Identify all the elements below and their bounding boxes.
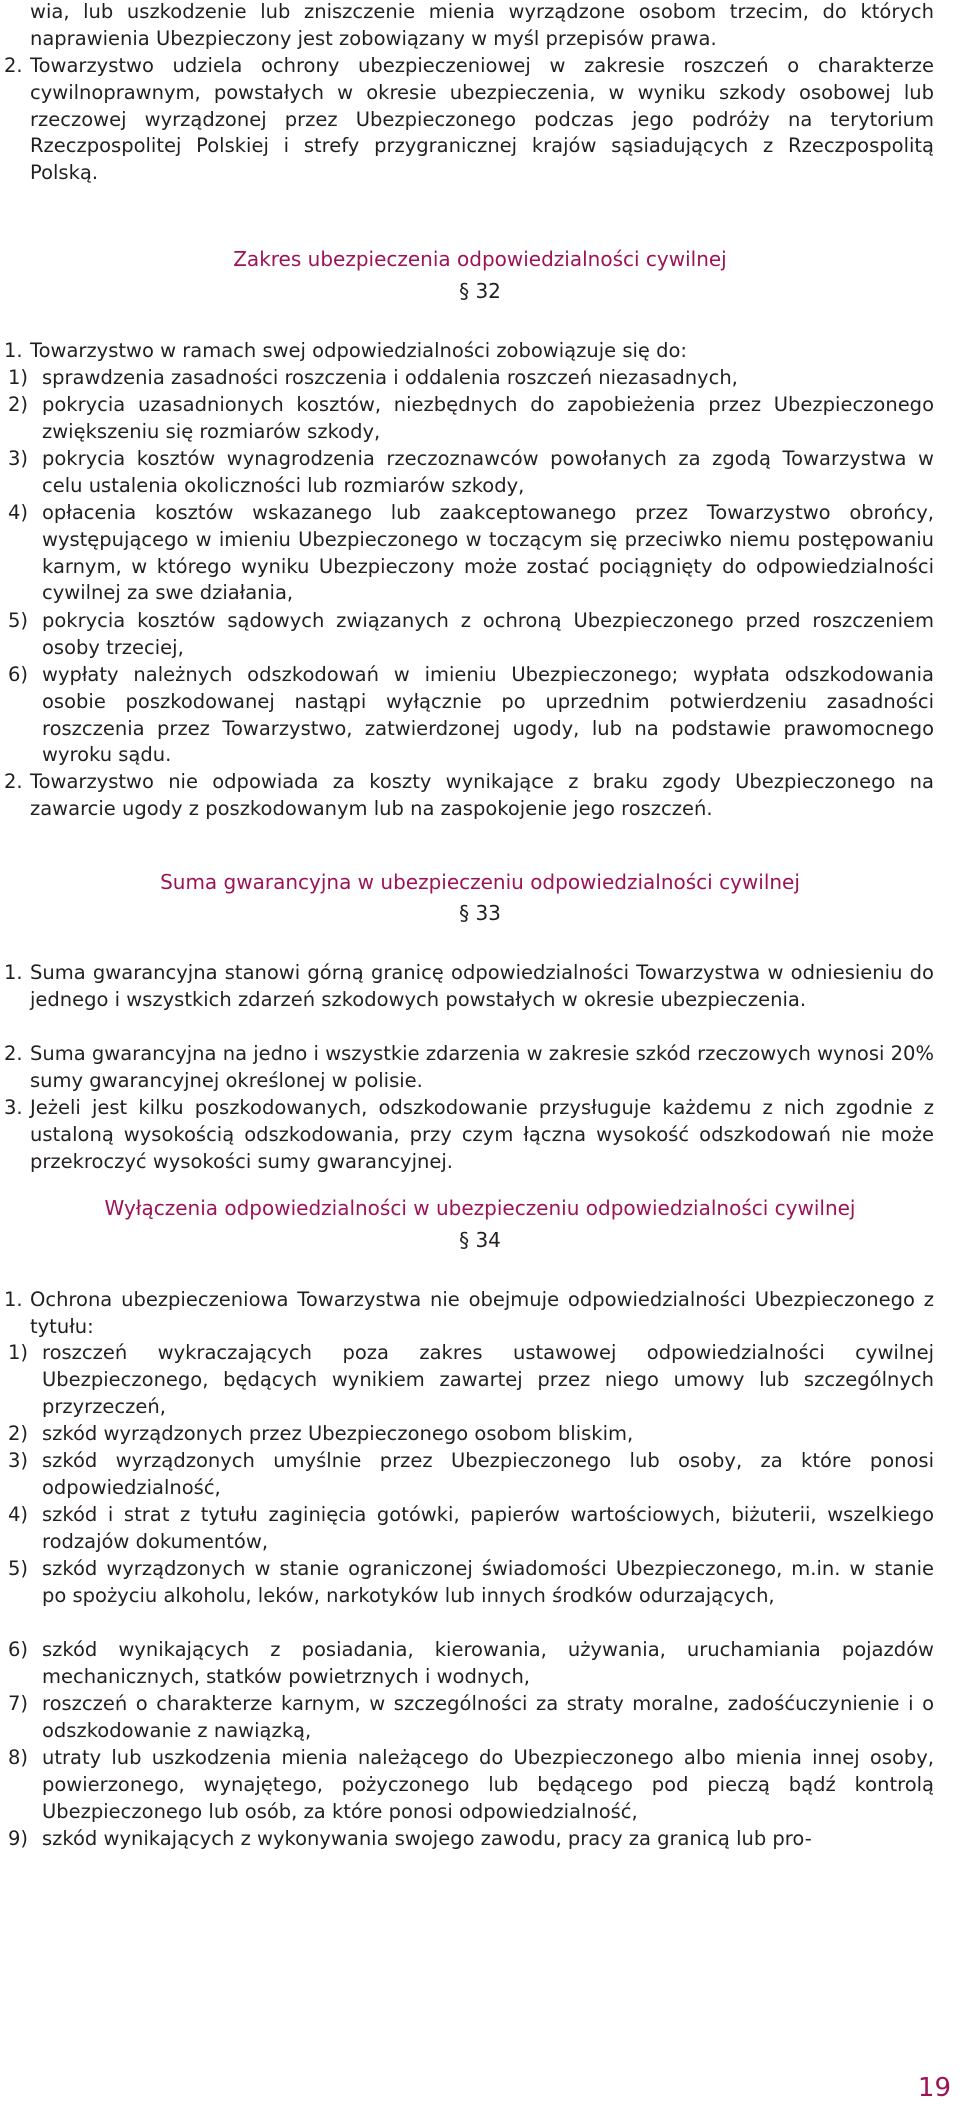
list-item-text: szkód wyrządzonych w stanie ograniczonej świadomości Ubezpieczonego, m.in. w stanie po spożyciu alkoholu, leków, narkotyków lub innych środków odurzających, — [42, 1557, 934, 1607]
section-mark-33: § 33 — [459, 901, 501, 925]
paragraph-number: 1. — [4, 339, 23, 362]
list-item-number: 8) — [8, 1746, 29, 1769]
paragraph-number: 2. — [4, 1042, 23, 1065]
paragraph-text: Jeżeli jest kilku poszkodowanych, odszkodowanie przysługuje każdemu z nich zgodnie z ustaloną wysokością odszkodowania, przy czym łączna wysokość odszkodowań nie może przekroczyć wysokości sumy gwarancyjnej. — [30, 1096, 934, 1173]
list-item-number: 3) — [8, 447, 29, 470]
list-item-text: pokrycia uzasadnionych kosztów, niezbędnych do zapobieżenia przez Ubezpieczonego zwiększeniu się rozmiarów szkody, — [42, 393, 934, 443]
section-heading-suma: Suma gwarancyjna w ubezpieczeniu odpowiedzialności cywilnej — [160, 870, 800, 894]
paragraph-number: 1. — [4, 1288, 23, 1311]
list-item-number: 2) — [8, 1422, 29, 1445]
list-item-text: szkód wyrządzonych przez Ubezpieczonego osobom bliskim, — [42, 1422, 634, 1445]
paragraph-text: Towarzystwo w ramach swej odpowiedzialności zobowiązuje się do: — [30, 339, 687, 362]
list-item-text: roszczeń wykraczających poza zakres ustawowej odpowiedzialności cywilnej Ubezpieczonego, będących wynikiem zawartej przez niego umowy lub szczególnych przyrzeczeń, — [42, 1341, 934, 1418]
list-item-text: szkód wyrządzonych umyślnie przez Ubezpieczonego lub osoby, za które ponosi odpowiedzialność, — [42, 1449, 934, 1499]
list-item-text: pokrycia kosztów sądowych związanych z ochroną Ubezpieczonego przed roszczeniem osoby trzeciej, — [42, 609, 934, 659]
list-item-text: szkód wynikających z wykonywania swojego zawodu, pracy za granicą lub pro- — [42, 1827, 812, 1850]
list-item-number: 4) — [8, 1503, 29, 1526]
paragraph-text: Suma gwarancyjna stanowi górną granicę odpowiedzialności Towarzystwa w odniesieniu do jednego i wszystkich zdarzeń szkodowych powstałych w okresie ubezpieczenia. — [30, 961, 934, 1011]
list-item-number: 6) — [8, 1638, 29, 1661]
list-item-number: 1) — [8, 1341, 29, 1364]
list-item-number: 6) — [8, 663, 29, 686]
section-heading-wylaczenia: Wyłączenia odpowiedzialności w ubezpieczeniu odpowiedzialności cywilnej — [104, 1196, 856, 1220]
section-mark-34: § 34 — [459, 1228, 501, 1252]
paragraph-number: 1. — [4, 961, 23, 984]
paragraph-number: 2. — [4, 770, 23, 793]
list-item-number: 5) — [8, 1557, 29, 1580]
list-item-text: pokrycia kosztów wynagrodzenia rzeczoznawców powołanych za zgodą Towarzystwa w celu ustalenia okoliczności lub rozmiarów szkody, — [42, 447, 934, 497]
list-item-text: utraty lub uszkodzenia mienia należącego do Ubezpieczonego albo mienia innej osoby, powierzonego, wynajętego, pożyczonego lub będącego pod pieczą bądź kontrolą Ubezpieczonego lub osób, za które ponosi odpowiedzialność, — [42, 1746, 934, 1823]
paragraph-number: 3. — [4, 1096, 23, 1119]
section-heading-zakres: Zakres ubezpieczenia odpowiedzialności cywilnej — [233, 247, 727, 271]
page-number: 19 — [917, 2073, 951, 2103]
paragraph-text: Ochrona ubezpieczeniowa Towarzystwa nie obejmuje odpowiedzialności Ubezpieczonego z tytułu: — [30, 1288, 934, 1338]
paragraph-text: Towarzystwo udziela ochrony ubezpieczeniowej w zakresie roszczeń o charakterze cywilnoprawnym, powstałych w okresie ubezpieczenia, w wyniku szkody osobowej lub rzeczowej wyrządzonej przez Ubezpieczonego podczas jego podróży na terytorium Rzeczpospolitej Polskiej i strefy przygranicznej krajów sąsiadujących z Rzeczpospolitą Polską. — [30, 54, 934, 185]
paragraph-number: 2. — [4, 54, 23, 77]
paragraph-text: Towarzystwo nie odpowiada za koszty wynikające z braku zgody Ubezpieczonego na zawarcie ugody z poszkodowanym lub na zaspokojenie jego roszczeń. — [30, 770, 934, 820]
list-item-number: 9) — [8, 1827, 29, 1850]
list-item-number: 5) — [8, 609, 29, 632]
list-item-text: szkód i strat z tytułu zaginięcia gotówki, papierów wartościowych, biżuterii, wszelkiego rodzajów dokumentów, — [42, 1503, 934, 1553]
list-item-number: 7) — [8, 1692, 29, 1715]
list-item-text: sprawdzenia zasadności roszczenia i oddalenia roszczeń niezasadnych, — [42, 366, 738, 389]
list-item-text: roszczeń o charakterze karnym, w szczególności za straty moralne, zadośćuczynienie i o odszkodowanie z nawiązką, — [42, 1692, 934, 1742]
paragraph-text: Suma gwarancyjna na jedno i wszystkie zdarzenia w zakresie szkód rzeczowych wynosi 20% sumy gwarancyjnej określonej w polisie. — [30, 1042, 934, 1092]
list-item-text: opłacenia kosztów wskazanego lub zaakceptowanego przez Towarzystwo obrońcy, występującego w imieniu Ubezpieczonego w toczącym się przeciwko niemu postępowaniu karnym, w którego wyniku Ubezpieczony może zostać pociągnięty do odpowiedzialności cywilnej za swe działania, — [42, 501, 934, 605]
list-item-number: 4) — [8, 501, 29, 524]
list-item-number: 2) — [8, 393, 29, 416]
list-item-text: szkód wynikających z posiadania, kierowania, używania, uruchamiania pojazdów mechanicznych, statków powietrznych i wodnych, — [42, 1638, 934, 1688]
paragraph-continuation: wia, lub uszkodzenie lub zniszczenie mienia wyrządzone osobom trzecim, do których naprawienia Ubezpieczony jest zobowiązany w myśl przepisów prawa. — [30, 0, 934, 50]
list-item-number: 1) — [8, 366, 29, 389]
list-item-text: wypłaty należnych odszkodowań w imieniu Ubezpieczonego; wypłata odszkodowania osobie poszkodowanej nastąpi wyłącznie po uprzednim potwierdzeniu zasadności roszczenia przez Towarzystwo, zatwierdzonej ugody, lub na podstawie prawomocnego wyroku sądu. — [42, 663, 934, 767]
section-mark-32: § 32 — [459, 279, 501, 303]
list-item-number: 3) — [8, 1449, 29, 1472]
